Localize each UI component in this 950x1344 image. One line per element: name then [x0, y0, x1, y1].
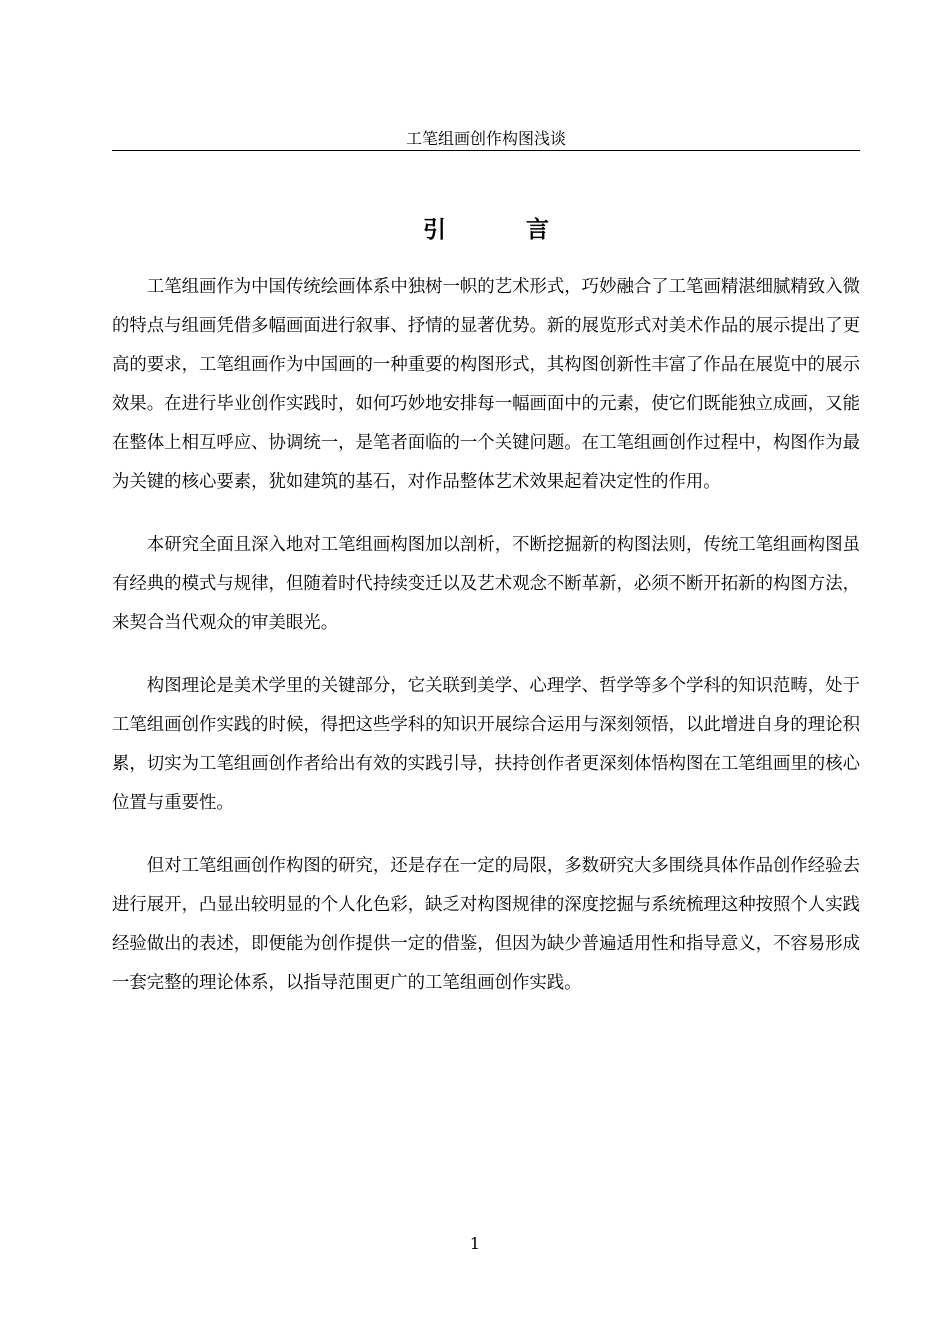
section-title: 引 言	[422, 216, 585, 243]
paragraph: 本研究全面且深入地对工笔组画构图加以剖析，不断挖掘新的构图法则，传统工笔组画构图虽有经典的模式与规律，但随着时代持续变迁以及艺术观念不断革新，必须不断开拓新的构图方法，来契合当代观众的审美眼光。	[112, 535, 860, 633]
paragraph: 构图理论是美术学里的关键部分，它关联到美学、心理学、哲学等多个学科的知识范畴，处于工笔组画创作实践的时候，得把这些学科的知识开展综合运用与深刻领悟，以此增进自身的理论积累，切实为工笔组画创作者给出有效的实践引导，扶持创作者更深刻体悟构图在工笔组画里的核心位置与重要性。	[112, 676, 860, 813]
body-text	[112, 268, 860, 1027]
paragraph: 但对工笔组画创作构图的研究，还是存在一定的局限，多数研究大多围绕具体作品创作经验去进行展开，凸显出较明显的个人化色彩，缺乏对构图规律的深度挖掘与系统梳理这种按照个人实践经验做出的表述，即便能为创作提供一定的借鉴，但因为缺少普遍适用性和指导意义，不容易形成一套完整的理论体系，以指导范围更广的工笔组画创作实践。	[112, 856, 860, 993]
paragraph: 工笔组画作为中国传统绘画体系中独树一帜的艺术形式，巧妙融合了工笔画精湛细腻精致入微的特点与组画凭借多幅画面进行叙事、抒情的显著优势。新的展览形式对美术作品的展示提出了更高的要求，工笔组画作为中国画的一种重要的构图形式，其构图创新性丰富了作品在展览中的展示效果。在进行毕业创作实践时，如何巧妙地安排每一幅画面中的元素，使它们既能独立成画，又能在整体上相互呼应、协调统一，是笔者面临的一个关键问题。在工笔组画创作过程中，构图作为最为关键的核心要素，犹如建筑的基石，对作品整体艺术效果起着决定性的作用。	[112, 277, 860, 492]
running-header	[112, 128, 860, 151]
running-header-title: 工笔组画创作构图浅谈	[405, 129, 566, 148]
page-number: 1	[469, 1234, 481, 1253]
